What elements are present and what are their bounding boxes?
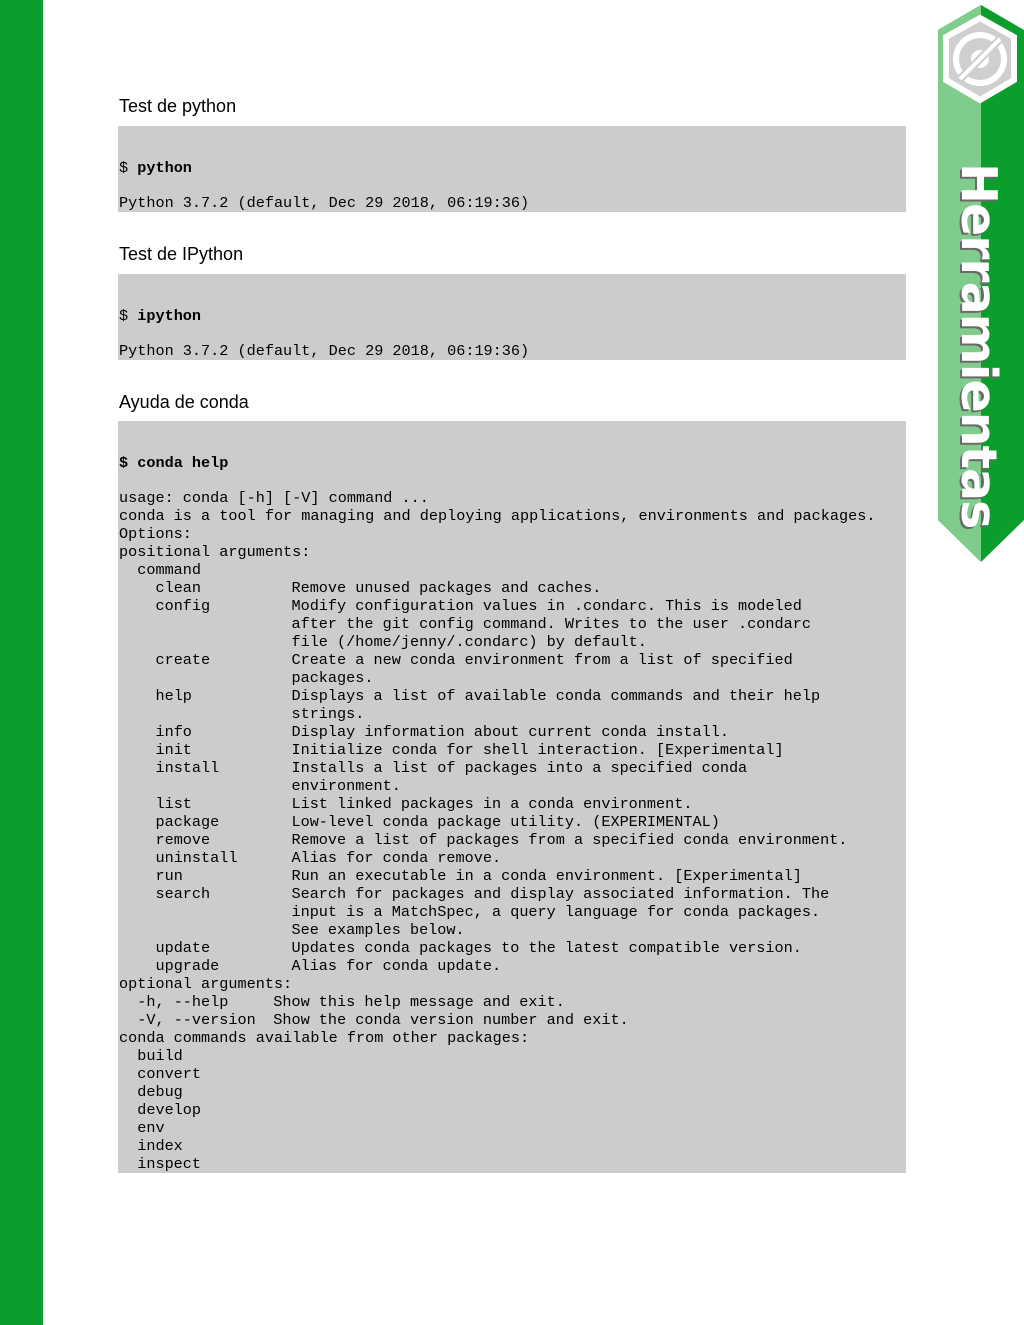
other-command: env: [119, 1119, 165, 1137]
command-name: create: [155, 651, 211, 669]
command-description: input is a MatchSpec, a query language for conda packages.: [291, 903, 821, 921]
command-description: environment.: [291, 777, 401, 795]
command-description: Search for packages and display associated information. The: [291, 885, 830, 903]
command-description: Installs a list of packages into a specified conda: [291, 759, 748, 777]
command-row-continuation: [119, 922, 906, 940]
command-description: Run an executable in a conda environment. [Experimental]: [291, 867, 802, 885]
output-line: positional arguments:: [119, 543, 311, 561]
side-banner-label: Herramientas: [950, 163, 1007, 529]
command-description: See examples below.: [291, 921, 465, 939]
output-line: conda is a tool for managing and deploying applications, environments and packages.: [119, 507, 876, 525]
heading-test-ipython: Test de IPython: [119, 244, 244, 264]
command-description: Initialize conda for shell interaction. [Experimental]: [291, 741, 784, 759]
command-line: $ ipython: [119, 307, 202, 325]
left-green-bar: [0, 0, 43, 1325]
command-row: [119, 724, 906, 742]
output-line: Python 3.7.2 (default, Dec 29 2018, 06:19:36): [119, 194, 530, 212]
command-row-continuation: [119, 634, 906, 652]
command-row: [119, 580, 906, 598]
other-command: inspect: [119, 1155, 202, 1173]
command-row-continuation: [119, 706, 906, 724]
command-name: package: [155, 813, 220, 831]
command-line: $ python: [119, 159, 192, 177]
command-name: remove: [155, 831, 211, 849]
command-name: info: [155, 723, 192, 741]
command-row: [119, 868, 906, 886]
command-name: install: [155, 759, 220, 777]
code-block-python: [118, 126, 906, 212]
command-row: [119, 940, 906, 958]
command-description: file (/home/jenny/.condarc) by default.: [291, 633, 647, 651]
command-name: help: [155, 687, 192, 705]
command-description: Remove a list of packages from a specified conda environment.: [291, 831, 848, 849]
command-description: Alias for conda update.: [291, 957, 502, 975]
command-description: packages.: [291, 669, 374, 687]
command-row-continuation: [119, 670, 906, 688]
command-row: [119, 652, 906, 670]
command-description: Updates conda packages to the latest compatible version.: [291, 939, 802, 957]
command-description: after the git config command. Writes to the user .condarc: [291, 615, 811, 633]
command-description: Display information about current conda install.: [291, 723, 729, 741]
command-row: [119, 688, 906, 706]
command-row-continuation: [119, 616, 906, 634]
output-line: Options:: [119, 525, 192, 543]
command-description: Alias for conda remove.: [291, 849, 502, 867]
command-row: [119, 814, 906, 832]
command-line: $ conda help: [119, 454, 229, 472]
option-name: -h, --help: [137, 993, 229, 1011]
command-row: [119, 760, 906, 778]
option-row: [119, 994, 906, 1012]
option-description: Show the conda version number and exit.: [273, 1011, 629, 1029]
command-row-continuation: [119, 778, 906, 796]
command-description: Low-level conda package utility. (EXPERIMENTAL): [291, 813, 720, 831]
command-description: strings.: [291, 705, 365, 723]
output-line: Python 3.7.2 (default, Dec 29 2018, 06:19:36): [119, 342, 530, 360]
command-name: config: [155, 597, 211, 615]
other-command: build: [119, 1047, 183, 1065]
output-line: command: [119, 561, 202, 579]
other-command: index: [119, 1137, 183, 1155]
option-description: Show this help message and exit.: [273, 993, 565, 1011]
command-name: search: [155, 885, 211, 903]
gear-settings-icon: [946, 18, 1014, 100]
command-name: run: [155, 867, 183, 885]
command-name: list: [155, 795, 192, 813]
command-row: [119, 832, 906, 850]
option-name: -V, --version: [137, 1011, 256, 1029]
command-row: [119, 958, 906, 976]
other-packages-heading: conda commands available from other packages:: [119, 1029, 530, 1047]
heading-ayuda-conda: Ayuda de conda: [119, 392, 249, 412]
other-command: debug: [119, 1083, 183, 1101]
command-description: Displays a list of available conda commands and their help: [291, 687, 821, 705]
other-command: develop: [119, 1101, 202, 1119]
command-description: Create a new conda environment from a list of specified: [291, 651, 793, 669]
code-block-ipython: [118, 274, 906, 360]
command-row: [119, 742, 906, 760]
command-name: uninstall: [155, 849, 238, 867]
command-description: Modify configuration values in .condarc. This is modeled: [291, 597, 802, 615]
command-name: clean: [155, 579, 202, 597]
command-name: upgrade: [155, 957, 220, 975]
command-row: [119, 796, 906, 814]
command-row: [119, 850, 906, 868]
code-block-conda-help: [118, 421, 906, 1173]
command-row: [119, 598, 906, 616]
output-line: usage: conda [-h] [-V] command ...: [119, 489, 429, 507]
command-name: init: [155, 741, 192, 759]
other-command: convert: [119, 1065, 202, 1083]
command-description: Remove unused packages and caches.: [291, 579, 602, 597]
command-row-continuation: [119, 904, 906, 922]
command-description: List linked packages in a conda environment.: [291, 795, 693, 813]
command-name: update: [155, 939, 211, 957]
command-row: [119, 886, 906, 904]
option-row: [119, 1012, 906, 1030]
heading-test-python: Test de python: [119, 96, 237, 116]
optional-arguments-heading: optional arguments:: [119, 975, 293, 993]
